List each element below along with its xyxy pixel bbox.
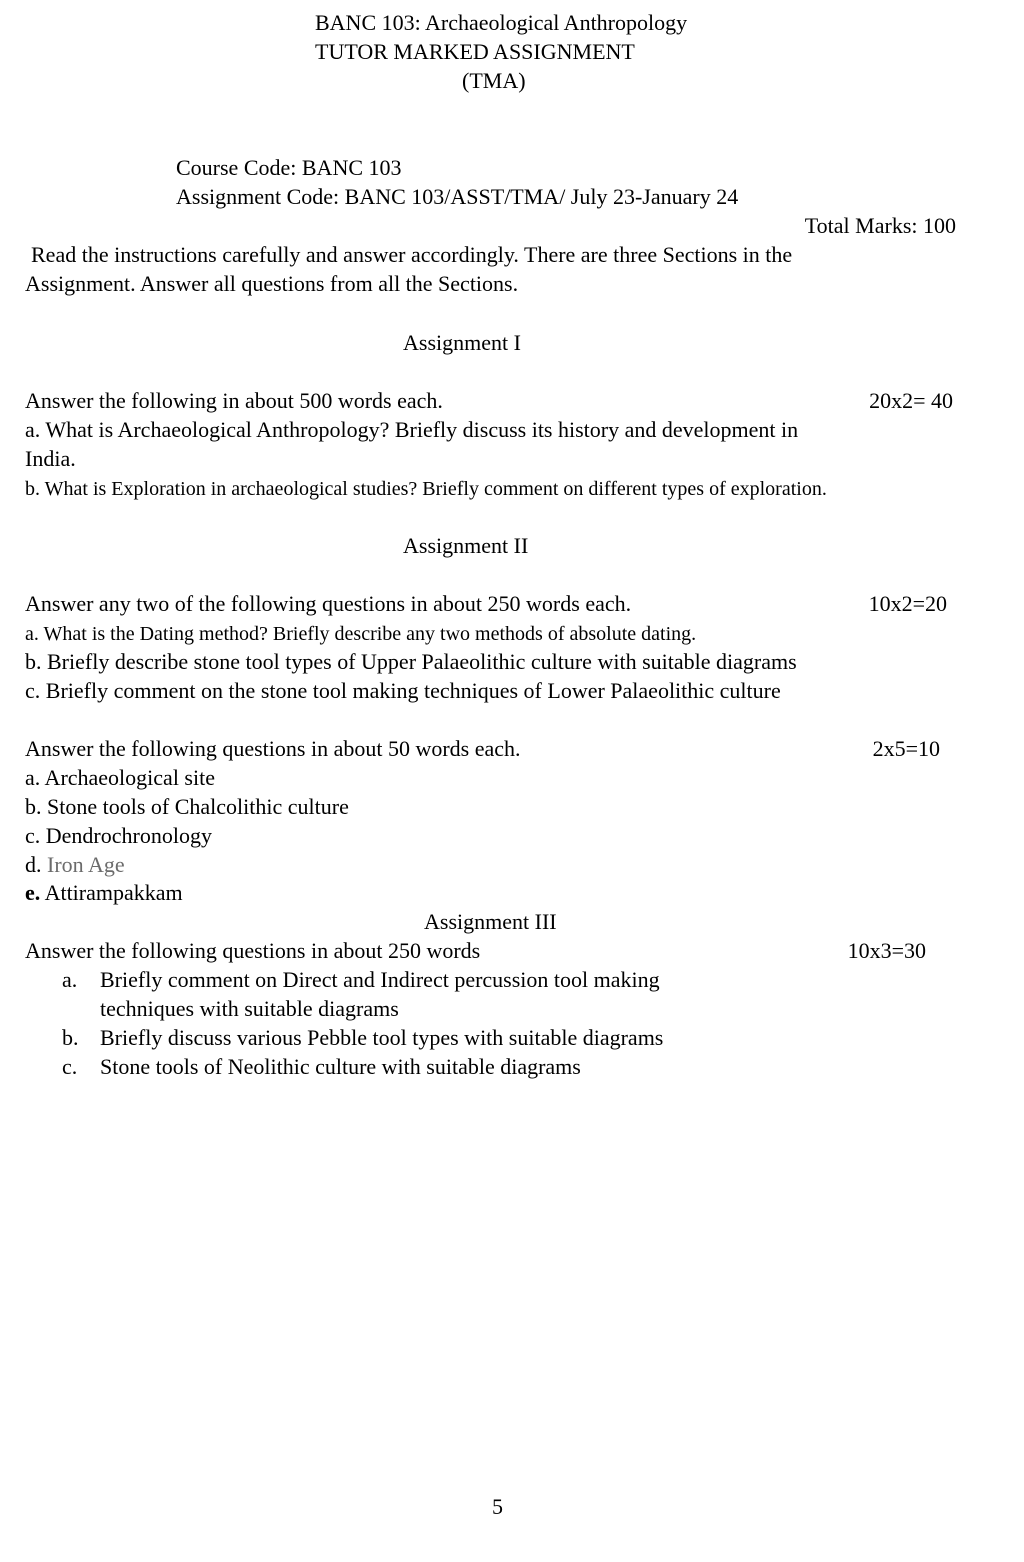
section-2-part-1-marks: 10x2=20 xyxy=(868,591,947,616)
section-3-question-a-label: a. xyxy=(62,967,78,992)
section-2-title: Assignment II xyxy=(403,533,529,558)
section-3-title: Assignment III xyxy=(424,909,557,934)
tma-abbreviation: (TMA) xyxy=(462,68,526,93)
instructions-line-2: Assignment. Answer all questions from all the Sections. xyxy=(25,271,519,296)
section-2-question-a: a. What is the Dating method? Briefly describe any two methods of absolute dating. xyxy=(25,623,697,645)
section-2-short-d xyxy=(25,852,125,878)
instructions-line-1: Read the instructions carefully and answer accordingly. There are three Sections in the xyxy=(31,242,793,267)
section-2-short-c: c. Dendrochronology xyxy=(25,823,212,848)
section-3-question-a-line-1: Briefly comment on Direct and Indirect percussion tool making xyxy=(100,967,660,992)
section-3-question-c-label: c. xyxy=(62,1054,78,1079)
section-1-question-a-line-1: a. What is Archaeological Anthropology? Briefly discuss its history and development in xyxy=(25,417,799,442)
section-2-question-c: c. Briefly comment on the stone tool making techniques of Lower Palaeolithic culture xyxy=(25,678,781,703)
short-d-text: Iron Age xyxy=(47,852,125,877)
page-number: 5 xyxy=(492,1494,503,1519)
section-3-question-b-label: b. xyxy=(62,1025,79,1050)
course-title: BANC 103: Archaeological Anthropology xyxy=(315,10,688,35)
assignment-type-heading: TUTOR MARKED ASSIGNMENT xyxy=(315,39,635,64)
section-2-short-b: b. Stone tools of Chalcolithic culture xyxy=(25,794,349,819)
short-e-label: e. xyxy=(25,880,41,905)
section-3-question-a-line-2: techniques with suitable diagrams xyxy=(100,996,399,1021)
section-2-question-b: b. Briefly describe stone tool types of Upper Palaeolithic culture with suitable diagrams xyxy=(25,649,797,674)
section-1-prompt: Answer the following in about 500 words each. xyxy=(25,388,443,413)
section-1-question-b: b. What is Exploration in archaeological studies? Briefly comment on different types of exploration. xyxy=(25,478,827,500)
section-1-question-a-line-2: India. xyxy=(25,446,76,471)
section-3-prompt: Answer the following questions in about 250 words xyxy=(25,938,481,963)
section-2-short-e xyxy=(25,880,183,906)
course-code: Course Code: BANC 103 xyxy=(176,155,402,180)
section-2-part-1-prompt: Answer any two of the following questions in about 250 words each. xyxy=(25,591,632,616)
short-e-text: Attirampakkam xyxy=(44,880,183,905)
section-2-short-a: a. Archaeological site xyxy=(25,765,215,790)
section-3-question-c: Stone tools of Neolithic culture with suitable diagrams xyxy=(100,1054,581,1079)
section-3-marks: 10x3=30 xyxy=(847,938,926,963)
section-2-part-2-prompt: Answer the following questions in about 50 words each. xyxy=(25,736,521,761)
section-3-question-b: Briefly discuss various Pebble tool types with suitable diagrams xyxy=(100,1025,664,1050)
short-d-label: d. xyxy=(25,852,42,877)
total-marks: Total Marks: 100 xyxy=(804,213,956,238)
section-1-marks: 20x2= 40 xyxy=(869,388,953,413)
section-1-title: Assignment I xyxy=(403,330,521,355)
assignment-code: Assignment Code: BANC 103/ASST/TMA/ July 23-January 24 xyxy=(176,184,739,209)
section-2-part-2-marks: 2x5=10 xyxy=(872,736,940,761)
